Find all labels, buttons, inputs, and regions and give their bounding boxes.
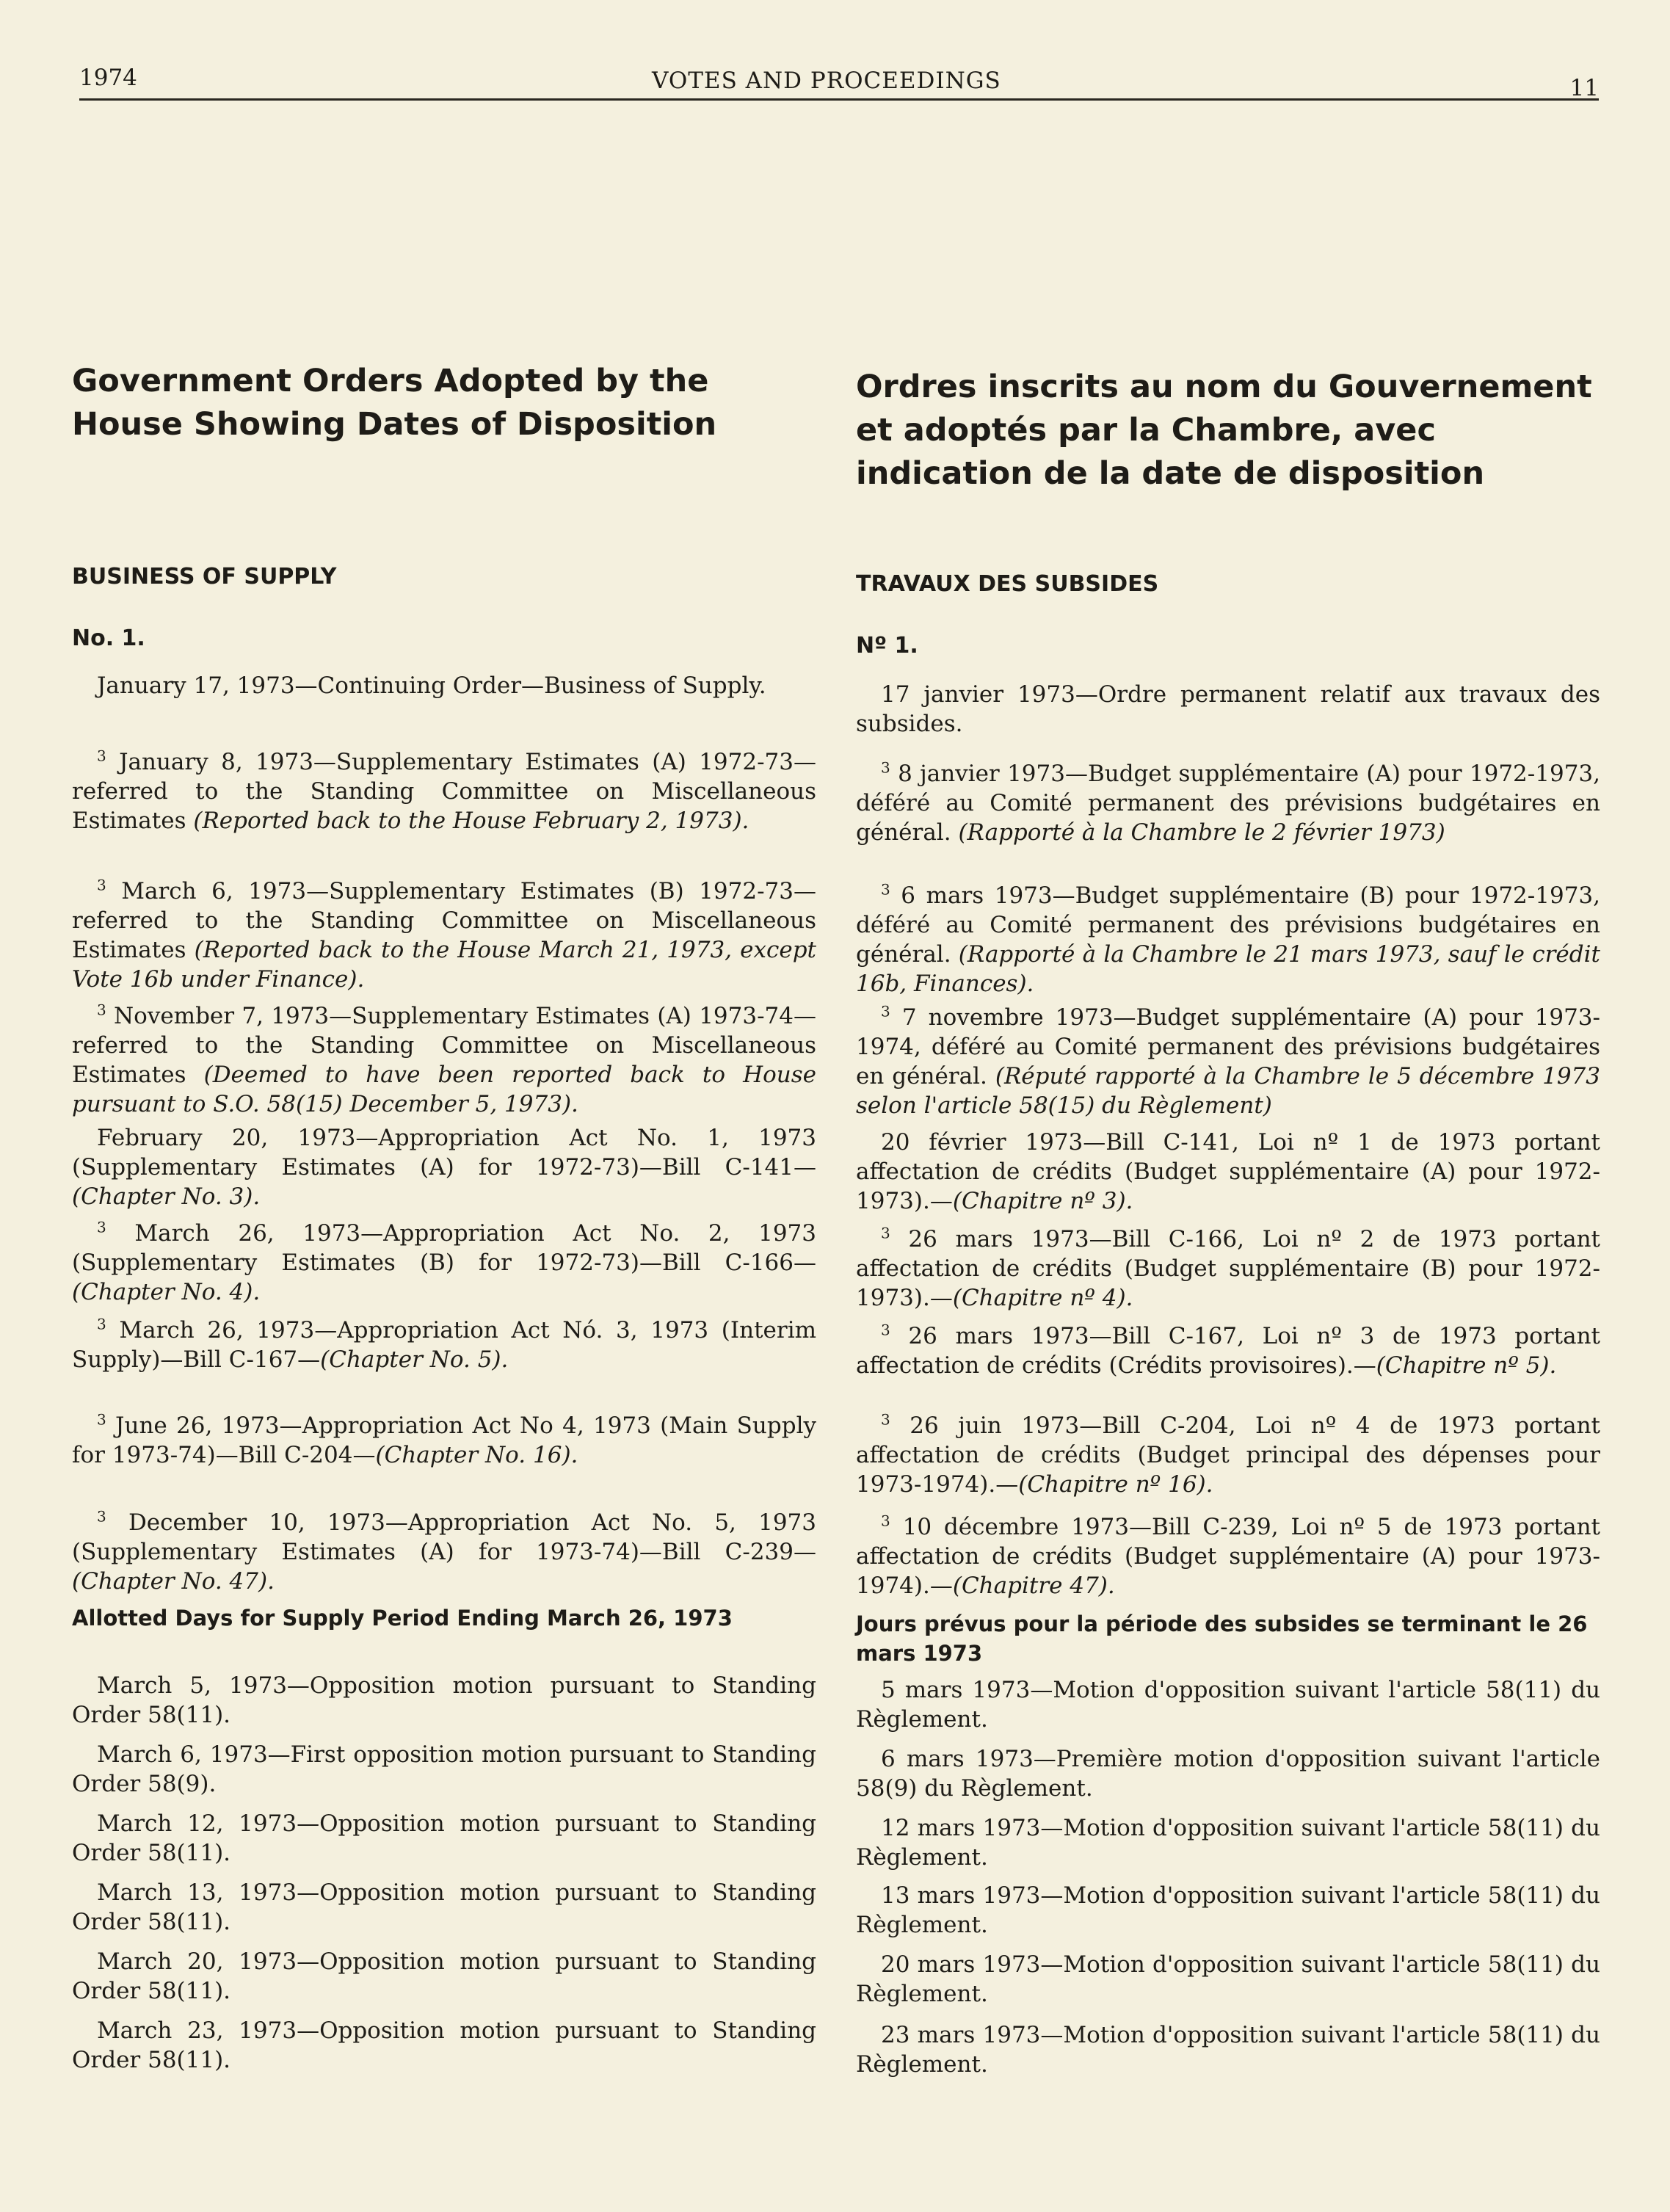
footnote-number: 3 [881, 1321, 890, 1339]
entry-text: June 26, 1973—Appropriation Act No 4, 1973 (Main Supply for 1973-74)—Bill C-204— [72, 1413, 816, 1468]
french-allotted-entry: 20 mars 1973—Motion d'opposition suivant l'article 58(11) du Règlement. [856, 1951, 1600, 2007]
english-allotted-entry: March 5, 1973—Opposition motion pursuant to Standing Order 58(11). [72, 1672, 816, 1728]
entry-italic: (Reported back to the House February 2, 1973). [193, 808, 749, 834]
page-number: 11 [1569, 75, 1599, 101]
entry-italic: (Chapter No. 4). [72, 1279, 261, 1305]
french-entry [856, 1321, 1600, 1380]
french-entry [856, 1128, 1600, 1216]
footnote-number: 3 [97, 1001, 106, 1019]
french-allotted-entry: 6 mars 1973—Première motion d'opposition suivant l'article 58(9) du Règlement. [856, 1746, 1600, 1802]
footnote-number: 3 [97, 1410, 106, 1429]
entry-italic: (Rapporté à la Chambre le 2 février 1973) [958, 819, 1445, 846]
footnote-number: 3 [97, 876, 106, 894]
english-allotted-entry: March 20, 1973—Opposition motion pursuant to Standing Order 58(11). [72, 1948, 816, 2004]
footnote-number: 3 [97, 1315, 106, 1333]
footnote-number: 3 [881, 880, 890, 899]
entry-italic: (Rapporté à la Chambre le 21 mars 1973, sauf le crédit 16b, Finances). [856, 941, 1600, 997]
french-entry [856, 1411, 1600, 1499]
french-allotted-heading: Jours prévus pour la période des subsides se terminant le 26 mars 1973 [856, 1611, 1588, 1666]
entry-text: 8 janvier 1973—Budget supplémentaire (A) pour 1972-1973, déféré au Comité permanent des prévisions budgétaires en général. [856, 761, 1600, 846]
entry-text: 26 mars 1973—Bill C-166, Loi nº 2 de 1973 portant affectation de crédits (Budget supplémentaire (B) pour 1972-1973).— [856, 1226, 1600, 1311]
english-entry [72, 1001, 816, 1119]
french-entry [856, 1512, 1600, 1600]
entry-italic: (Réputé rapporté à la Chambre le 5 décembre 1973 selon l'article 58(15) du Règlement) [856, 1063, 1600, 1119]
french-allotted-entry: 12 mars 1973—Motion d'opposition suivant l'article 58(11) du Règlement. [856, 1815, 1600, 1871]
footnote-number: 3 [97, 1218, 106, 1236]
french-entry [856, 680, 1600, 739]
entry-italic: (Chapitre nº 3). [952, 1188, 1133, 1214]
entry-text: March 26, 1973—Appropriation Act Nó. 3, 1973 (Interim Supply)—Bill C-167— [72, 1317, 817, 1373]
header-year: 1974 [79, 65, 137, 91]
entry-text: 26 juin 1973—Bill C-204, Loi nº 4 de 1973 portant affectation de crédits (Budget principal des dépenses pour 1973-1974).— [856, 1413, 1600, 1498]
entry-text: January 8, 1973—Supplementary Estimates (A) 1972-73—referred to the Standing Committee on Miscellaneous Estimates [72, 749, 816, 834]
entry-italic: (Chapitre 47). [952, 1573, 1115, 1599]
french-allotted-entry: 23 mars 1973—Motion d'opposition suivant l'article 58(11) du Règlement. [856, 2022, 1600, 2078]
french-allotted-entry: 13 mars 1973—Motion d'opposition suivant l'article 58(11) du Règlement. [856, 1882, 1600, 1938]
french-allotted-entry: 5 mars 1973—Motion d'opposition suivant l'article 58(11) du Règlement. [856, 1677, 1600, 1733]
french-entry [856, 1225, 1600, 1313]
english-entry [72, 1123, 816, 1211]
french-entry [856, 1003, 1600, 1120]
entry-text: 20 février 1973—Bill C-141, Loi nº 1 de 1973 portant affectation de crédits (Budget supplémentaire (A) pour 1972-1973).— [856, 1129, 1600, 1214]
entry-text: February 20, 1973—Appropriation Act No. 1, 1973 (Supplementary Estimates (A) for 1972-73)—Bill C-141— [72, 1125, 816, 1181]
entry-text: March 26, 1973—Appropriation Act No. 2, 1973 (Supplementary Estimates (B) for 1972-73)—Bill C-166— [72, 1220, 816, 1276]
english-title: Government Orders Adopted by the House Showing Dates of Disposition [72, 363, 717, 443]
english-entry [72, 877, 816, 994]
entry-italic: (Chapitre nº 5). [1376, 1352, 1557, 1379]
english-entry [72, 1411, 816, 1470]
footnote-number: 3 [97, 1507, 106, 1526]
entry-text: 26 mars 1973—Bill C-167, Loi nº 3 de 1973 portant affectation de crédits (Crédits provisoires).— [856, 1323, 1600, 1379]
entry-text: March 6, 1973—Supplementary Estimates (B) 1972-73—referred to the Standing Committee on Miscellaneous Estimates [72, 878, 816, 963]
entry-text: December 10, 1973—Appropriation Act No. 5, 1973 (Supplementary Estimates (A) for 1973-74)—Bill C-239— [72, 1509, 816, 1565]
english-allotted-entry: March 12, 1973—Opposition motion pursuant to Standing Order 58(11). [72, 1810, 816, 1866]
footnote-number: 3 [881, 1410, 890, 1429]
english-entry [72, 747, 816, 835]
english-entry [72, 1219, 816, 1307]
entry-italic: (Reported back to the House March 21, 1973, except Vote 16b under Finance). [72, 937, 816, 993]
entry-italic: (Deemed to have been reported back to House pursuant to S.O. 58(15) December 5, 1973). [72, 1062, 816, 1117]
entry-italic: (Chapter No. 3). [72, 1183, 261, 1210]
footnote-number: 3 [881, 1002, 890, 1020]
entry-text: November 7, 1973—Supplementary Estimates (A) 1973-74—referred to the Standing Committee on Miscellaneous Estimates [72, 1003, 817, 1088]
english-allotted-entry: March 13, 1973—Opposition motion pursuant to Standing Order 58(11). [72, 1879, 816, 1935]
footnote-number: 3 [881, 1224, 890, 1242]
french-title: Ordres inscrits au nom du Gouvernement et adoptés par la Chambre, avec indication de la date de disposition [856, 369, 1592, 492]
english-section-heading: BUSINESS OF SUPPLY [72, 564, 337, 590]
entry-text: 17 janvier 1973—Ordre permanent relatif aux travaux des subsides. [856, 681, 1600, 737]
entry-text: January 17, 1973—Continuing Order—Business of Supply. [97, 672, 766, 699]
english-number: No. 1. [72, 625, 145, 651]
french-entry [856, 881, 1600, 998]
footnote-number: 3 [97, 747, 106, 765]
english-allotted-entry: March 6, 1973—First opposition motion pursuant to Standing Order 58(9). [72, 1741, 816, 1797]
footnote-number: 3 [881, 758, 890, 777]
running-header [79, 62, 1599, 101]
entry-text: 6 mars 1973—Budget supplémentaire (B) pour 1972-1973, déféré au Comité permanent des prévisions budgétaires en général. [856, 882, 1600, 968]
footnote-number: 3 [881, 1512, 890, 1530]
english-allotted-heading: Allotted Days for Supply Period Ending March 26, 1973 [72, 1606, 733, 1631]
entry-text: 10 décembre 1973—Bill C-239, Loi nº 5 de 1973 portant affectation de crédits (Budget supplémentaire (A) pour 1973-1974).— [856, 1514, 1600, 1599]
entry-text: 7 novembre 1973—Budget supplémentaire (A) pour 1973-1974, déféré au Comité permanent des prévisions budgétaires en général. [856, 1004, 1600, 1089]
french-section-heading: TRAVAUX DES SUBSIDES [856, 571, 1159, 597]
english-entry [72, 1508, 816, 1596]
french-number: Nº 1. [856, 633, 918, 659]
entry-italic: (Chapter No. 47). [72, 1568, 275, 1595]
entry-italic: (Chapter No. 16). [375, 1442, 578, 1468]
entry-italic: (Chapitre nº 4). [952, 1285, 1133, 1311]
english-entry [72, 671, 816, 700]
entry-italic: (Chapter No. 5). [320, 1346, 509, 1373]
french-entry [856, 759, 1600, 847]
english-entry [72, 1316, 816, 1374]
english-allotted-entry: March 23, 1973—Opposition motion pursuant to Standing Order 58(11). [72, 2017, 816, 2073]
entry-italic: (Chapitre nº 16). [1018, 1471, 1213, 1498]
header-title: VOTES AND PROCEEDINGS [652, 68, 1001, 94]
